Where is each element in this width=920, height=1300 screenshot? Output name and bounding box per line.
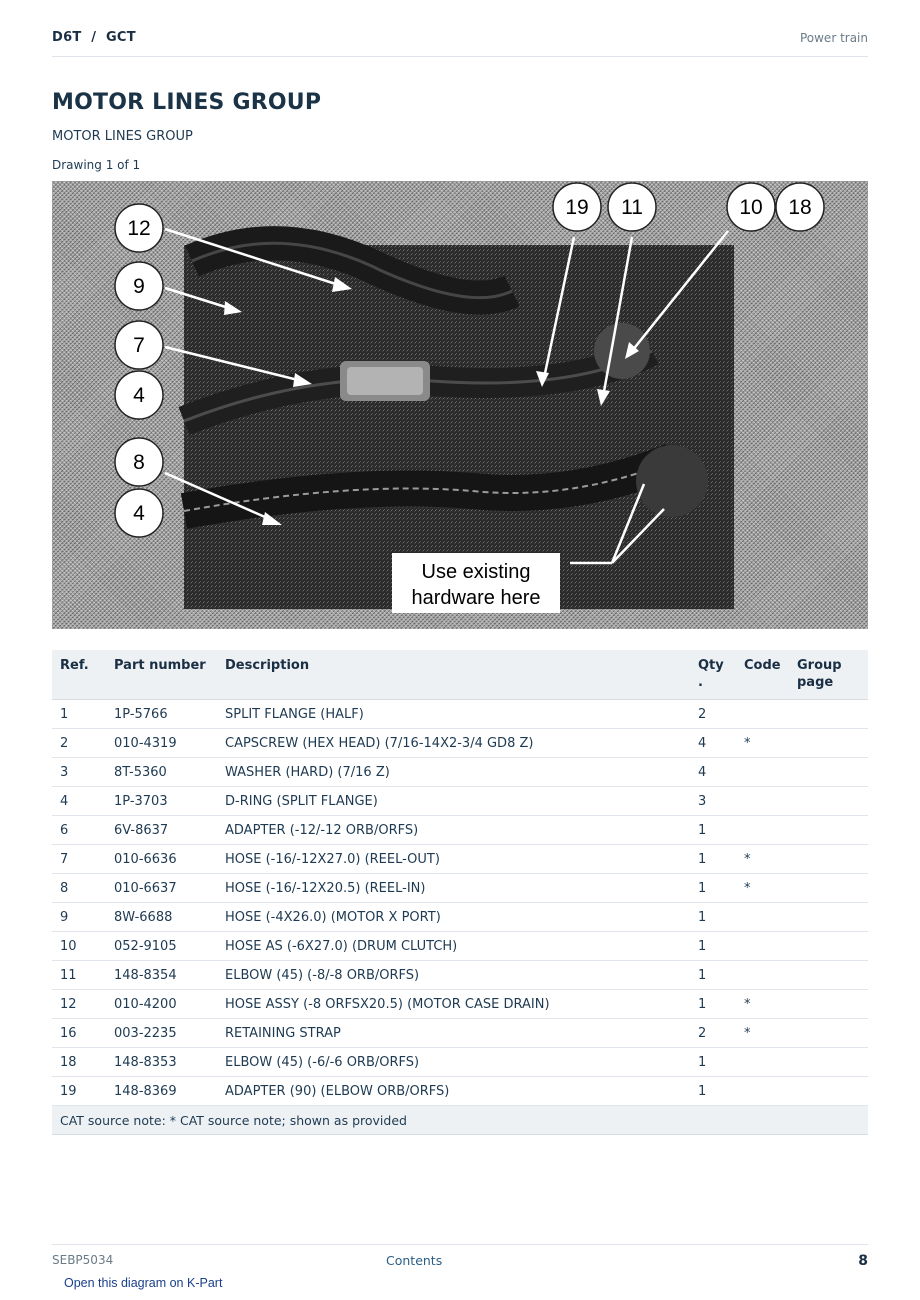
svg-text:4: 4 xyxy=(133,384,145,407)
row-group-page xyxy=(789,1077,868,1106)
table-row xyxy=(52,758,868,787)
table-header-row xyxy=(52,650,868,700)
callout-4-lower xyxy=(115,489,163,537)
row-description: ELBOW (45) (-8/-8 ORB/ORFS) xyxy=(217,961,690,990)
row-code xyxy=(736,816,789,845)
row-qty: 1 xyxy=(690,932,736,961)
table-row xyxy=(52,932,868,961)
row-code xyxy=(736,787,789,816)
row-ref: 8 xyxy=(52,874,106,903)
row-part-number: 148-8369 xyxy=(106,1077,217,1106)
row-group-page xyxy=(789,700,868,729)
row-part-number: 010-4319 xyxy=(106,729,217,758)
table-row xyxy=(52,787,868,816)
table-row xyxy=(52,961,868,990)
col-ref: Ref. xyxy=(52,650,106,700)
contents-link[interactable]: Contents xyxy=(386,1253,443,1268)
row-group-page xyxy=(789,961,868,990)
row-code: * xyxy=(736,990,789,1019)
svg-text:10: 10 xyxy=(739,196,763,219)
svg-text:7: 7 xyxy=(133,334,145,357)
row-description: RETAINING STRAP xyxy=(217,1019,690,1048)
row-ref: 9 xyxy=(52,903,106,932)
table-row xyxy=(52,903,868,932)
callout-12 xyxy=(115,204,163,252)
row-part-number: 010-6637 xyxy=(106,874,217,903)
row-group-page xyxy=(789,990,868,1019)
row-description: HOSE ASSY (-8 ORFSX20.5) (MOTOR CASE DRAIN) xyxy=(217,990,690,1019)
svg-text:19: 19 xyxy=(565,196,589,219)
row-code xyxy=(736,758,789,787)
row-description: D-RING (SPLIT FLANGE) xyxy=(217,787,690,816)
row-group-page xyxy=(789,932,868,961)
row-ref: 2 xyxy=(52,729,106,758)
svg-text:8: 8 xyxy=(133,451,145,474)
row-qty: 2 xyxy=(690,1019,736,1048)
source-note-row xyxy=(52,1106,868,1135)
row-part-number: 1P-3703 xyxy=(106,787,217,816)
row-qty: 4 xyxy=(690,758,736,787)
row-description: ADAPTER (-12/-12 ORB/ORFS) xyxy=(217,816,690,845)
row-part-number: 010-4200 xyxy=(106,990,217,1019)
svg-text:12: 12 xyxy=(127,217,151,240)
callout-9 xyxy=(115,262,163,310)
row-qty: 1 xyxy=(690,903,736,932)
document-number: SEBP5034 xyxy=(52,1253,114,1267)
callout-19 xyxy=(553,183,601,231)
row-code xyxy=(736,961,789,990)
page-footer xyxy=(52,1244,868,1275)
row-part-number: 052-9105 xyxy=(106,932,217,961)
table-row xyxy=(52,874,868,903)
row-ref: 3 xyxy=(52,758,106,787)
table-row xyxy=(52,700,868,729)
row-group-page xyxy=(789,816,868,845)
row-group-page xyxy=(789,1019,868,1048)
row-part-number: 003-2235 xyxy=(106,1019,217,1048)
row-ref: 7 xyxy=(52,845,106,874)
row-qty: 2 xyxy=(690,700,736,729)
parts-table xyxy=(52,650,868,1135)
group-subtitle: MOTOR LINES GROUP xyxy=(52,129,193,144)
row-description: HOSE (-16/-12X20.5) (REEL-IN) xyxy=(217,874,690,903)
col-group-page: Group page xyxy=(789,650,868,700)
row-group-page xyxy=(789,787,868,816)
row-part-number: 148-8353 xyxy=(106,1048,217,1077)
row-ref: 18 xyxy=(52,1048,106,1077)
col-qty: Qty . xyxy=(690,650,736,700)
table-row xyxy=(52,1077,868,1106)
row-description: WASHER (HARD) (7/16 Z) xyxy=(217,758,690,787)
page-title: MOTOR LINES GROUP xyxy=(52,90,322,115)
callout-11 xyxy=(608,183,656,231)
row-code xyxy=(736,932,789,961)
row-group-page xyxy=(789,1048,868,1077)
row-part-number: 1P-5766 xyxy=(106,700,217,729)
row-qty: 1 xyxy=(690,1077,736,1106)
row-qty: 3 xyxy=(690,787,736,816)
row-qty: 4 xyxy=(690,729,736,758)
row-part-number: 8W-6688 xyxy=(106,903,217,932)
kpart-link[interactable]: Open this diagram on K-Part xyxy=(64,1276,223,1290)
row-ref: 10 xyxy=(52,932,106,961)
page-header xyxy=(52,28,868,57)
row-ref: 19 xyxy=(52,1077,106,1106)
row-group-page xyxy=(789,729,868,758)
row-description: ADAPTER (90) (ELBOW ORB/ORFS) xyxy=(217,1077,690,1106)
row-code: * xyxy=(736,1019,789,1048)
row-code xyxy=(736,700,789,729)
row-group-page xyxy=(789,758,868,787)
row-ref: 6 xyxy=(52,816,106,845)
svg-text:4: 4 xyxy=(133,502,145,525)
row-description: SPLIT FLANGE (HALF) xyxy=(217,700,690,729)
svg-text:11: 11 xyxy=(621,196,643,219)
table-row xyxy=(52,1019,868,1048)
row-description: HOSE (-4X26.0) (MOTOR X PORT) xyxy=(217,903,690,932)
row-qty: 1 xyxy=(690,816,736,845)
row-group-page xyxy=(789,845,868,874)
table-row xyxy=(52,816,868,845)
row-ref: 11 xyxy=(52,961,106,990)
row-description: HOSE AS (-6X27.0) (DRUM CLUTCH) xyxy=(217,932,690,961)
row-qty: 1 xyxy=(690,961,736,990)
table-row xyxy=(52,1048,868,1077)
svg-text:9: 9 xyxy=(133,275,145,298)
row-qty: 1 xyxy=(690,874,736,903)
svg-text:18: 18 xyxy=(788,196,812,219)
col-code: Code xyxy=(736,650,789,700)
model-breadcrumb: D6T / GCT xyxy=(52,30,136,45)
row-qty: 1 xyxy=(690,845,736,874)
drawing-label: Drawing 1 of 1 xyxy=(52,158,141,172)
section-label: Power train xyxy=(799,31,868,45)
row-part-number: 148-8354 xyxy=(106,961,217,990)
table-row xyxy=(52,990,868,1019)
row-description: HOSE (-16/-12X27.0) (REEL-OUT) xyxy=(217,845,690,874)
row-description: ELBOW (45) (-6/-6 ORB/ORFS) xyxy=(217,1048,690,1077)
row-qty: 1 xyxy=(690,990,736,1019)
row-description: CAPSCREW (HEX HEAD) (7/16-14X2-3/4 GD8 Z) xyxy=(217,729,690,758)
row-code: * xyxy=(736,729,789,758)
row-code xyxy=(736,1077,789,1106)
table-row xyxy=(52,845,868,874)
hardware-note-line-1: Use existing xyxy=(421,561,531,583)
callout-10 xyxy=(727,183,775,231)
parts-diagram xyxy=(52,181,868,629)
row-ref: 1 xyxy=(52,700,106,729)
table-row xyxy=(52,729,868,758)
row-part-number: 010-6636 xyxy=(106,845,217,874)
callout-18 xyxy=(776,183,824,231)
hardware-note-line-2: hardware here xyxy=(411,587,541,609)
row-code xyxy=(736,1048,789,1077)
row-ref: 4 xyxy=(52,787,106,816)
callout-4-upper xyxy=(115,371,163,419)
col-description: Description xyxy=(217,650,690,700)
row-part-number: 8T-5360 xyxy=(106,758,217,787)
source-note: CAT source note: * CAT source note; shown as provided xyxy=(52,1106,868,1135)
row-ref: 16 xyxy=(52,1019,106,1048)
col-part-number: Part number xyxy=(106,650,217,700)
callout-8 xyxy=(115,438,163,486)
callout-7 xyxy=(115,321,163,369)
row-code xyxy=(736,903,789,932)
row-group-page xyxy=(789,903,868,932)
row-code: * xyxy=(736,845,789,874)
row-group-page xyxy=(789,874,868,903)
page-number: 8 xyxy=(858,1253,868,1269)
row-qty: 1 xyxy=(690,1048,736,1077)
row-ref: 12 xyxy=(52,990,106,1019)
row-part-number: 6V-8637 xyxy=(106,816,217,845)
row-code: * xyxy=(736,874,789,903)
